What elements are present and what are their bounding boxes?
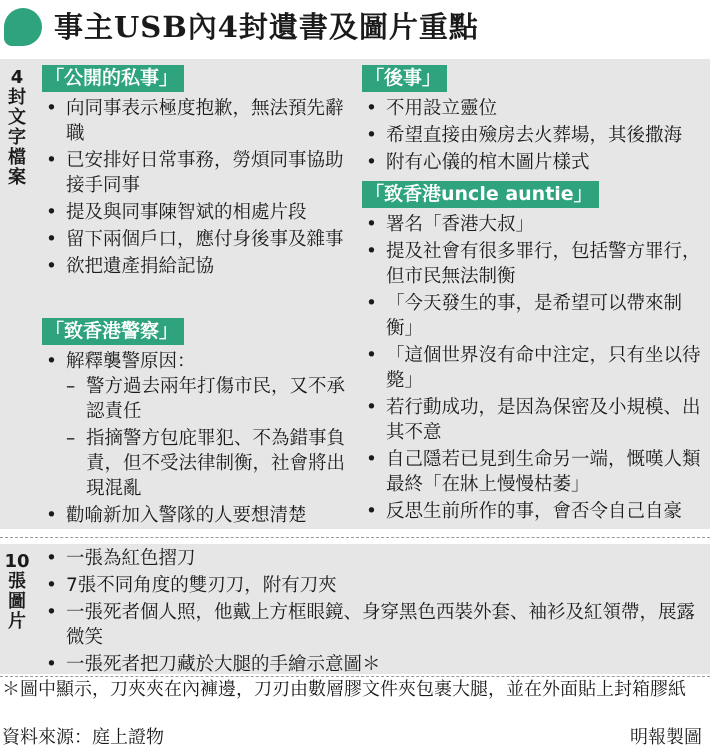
list-item: • 自己隱若已見到生命另一端，慨嘆人類最終「在牀上慢慢枯萎」 <box>366 449 701 495</box>
sub-item: – 指摘警方包庇罪犯、不為錯事負責，但不受法律制衡，社會將出現混亂 <box>66 428 346 499</box>
footnote: ＊圖中顯示，刀夾夾在內褲邊，刀刃由數層膠文件夾包裹大腿，並在外面貼上封箱膠紙 <box>2 679 686 700</box>
list-item: • 提及社會有很多罪行，包括警方罪行，但市民無法制衡 <box>366 241 701 287</box>
letter-heading: 「致香港警察」 <box>42 318 184 345</box>
list-item: • 向同事表示極度抱歉，無法預先辭職 <box>46 98 344 144</box>
page-title: 事主USB內4封遺書及圖片重點 <box>54 10 479 44</box>
section-divider <box>0 537 710 538</box>
list-item: • 「這個世界沒有命中注定，只有坐以待斃」 <box>366 345 701 391</box>
letter-aftermath <box>362 65 706 177</box>
list-item: • 一張為紅色摺刀 <box>46 548 196 569</box>
images-list <box>42 546 706 679</box>
list-item: • 反思生前所作的事，會否令自己自豪 <box>366 501 683 522</box>
list-item: • 附有心儀的棺木圖片樣式 <box>366 152 590 173</box>
source-text: 資料來源：庭上證物 <box>2 727 164 748</box>
list-item: • 若行動成功，是因為保密及小規模、出其不意 <box>366 397 701 443</box>
list-item: • 解釋襲警原因： – 警方過去兩年打傷市民，又不承認責任 – 指摘警方包庇罪犯、不為錯事負責，但不受法律制衡，社會將出現混亂 <box>42 349 358 501</box>
letter-public-private <box>42 65 358 281</box>
list-item: • 一張死者個人照，他戴上方框眼鏡、身穿黑色西裝外套、袖衫及紅領帶，展露微笑 <box>46 602 696 648</box>
list-item: • 欲把遺產捐給記協 <box>46 256 215 277</box>
list-item: • 已安排好日常事務，勞煩同事協助接手同事 <box>46 150 344 196</box>
letter-heading: 「公開的私事」 <box>42 65 184 92</box>
title-bar <box>0 0 710 56</box>
list-item: • 勸喻新加入警隊的人要想清楚 <box>46 505 307 526</box>
letter-heading: 「致香港uncle auntie」 <box>362 181 599 208</box>
section-label-images: 10 張 圖 片 <box>4 551 30 632</box>
list-item: • 署名「香港大叔」 <box>366 214 535 235</box>
list-item: • 不用設立靈位 <box>366 98 498 119</box>
list-item: • 希望直接由殮房去火葬場，其後撒海 <box>366 125 683 146</box>
list-item: • 「今天發生的事，是希望可以帶來制衡」 <box>366 293 683 339</box>
list-item: • 提及與同事陳智斌的相處片段 <box>46 202 307 223</box>
credit-text: 明報製圖 <box>630 727 702 748</box>
section-label-letters: 4 封 文 字 檔 案 <box>8 67 26 188</box>
sub-item: – 警方過去兩年打傷市民，又不承認責任 <box>66 376 346 422</box>
list-item: • 留下兩個戶口，應付身後事及雜事 <box>46 229 344 250</box>
speech-bubble-icon <box>4 8 42 46</box>
list-item: • 一張死者把刀藏於大腿的手繪示意圖＊ <box>46 654 381 675</box>
letter-heading: 「後事」 <box>362 65 447 92</box>
letter-police <box>42 318 358 530</box>
letter-uncle-auntie <box>362 181 706 526</box>
list-item: • 7張不同角度的雙刃刀，附有刀夾 <box>46 575 337 596</box>
